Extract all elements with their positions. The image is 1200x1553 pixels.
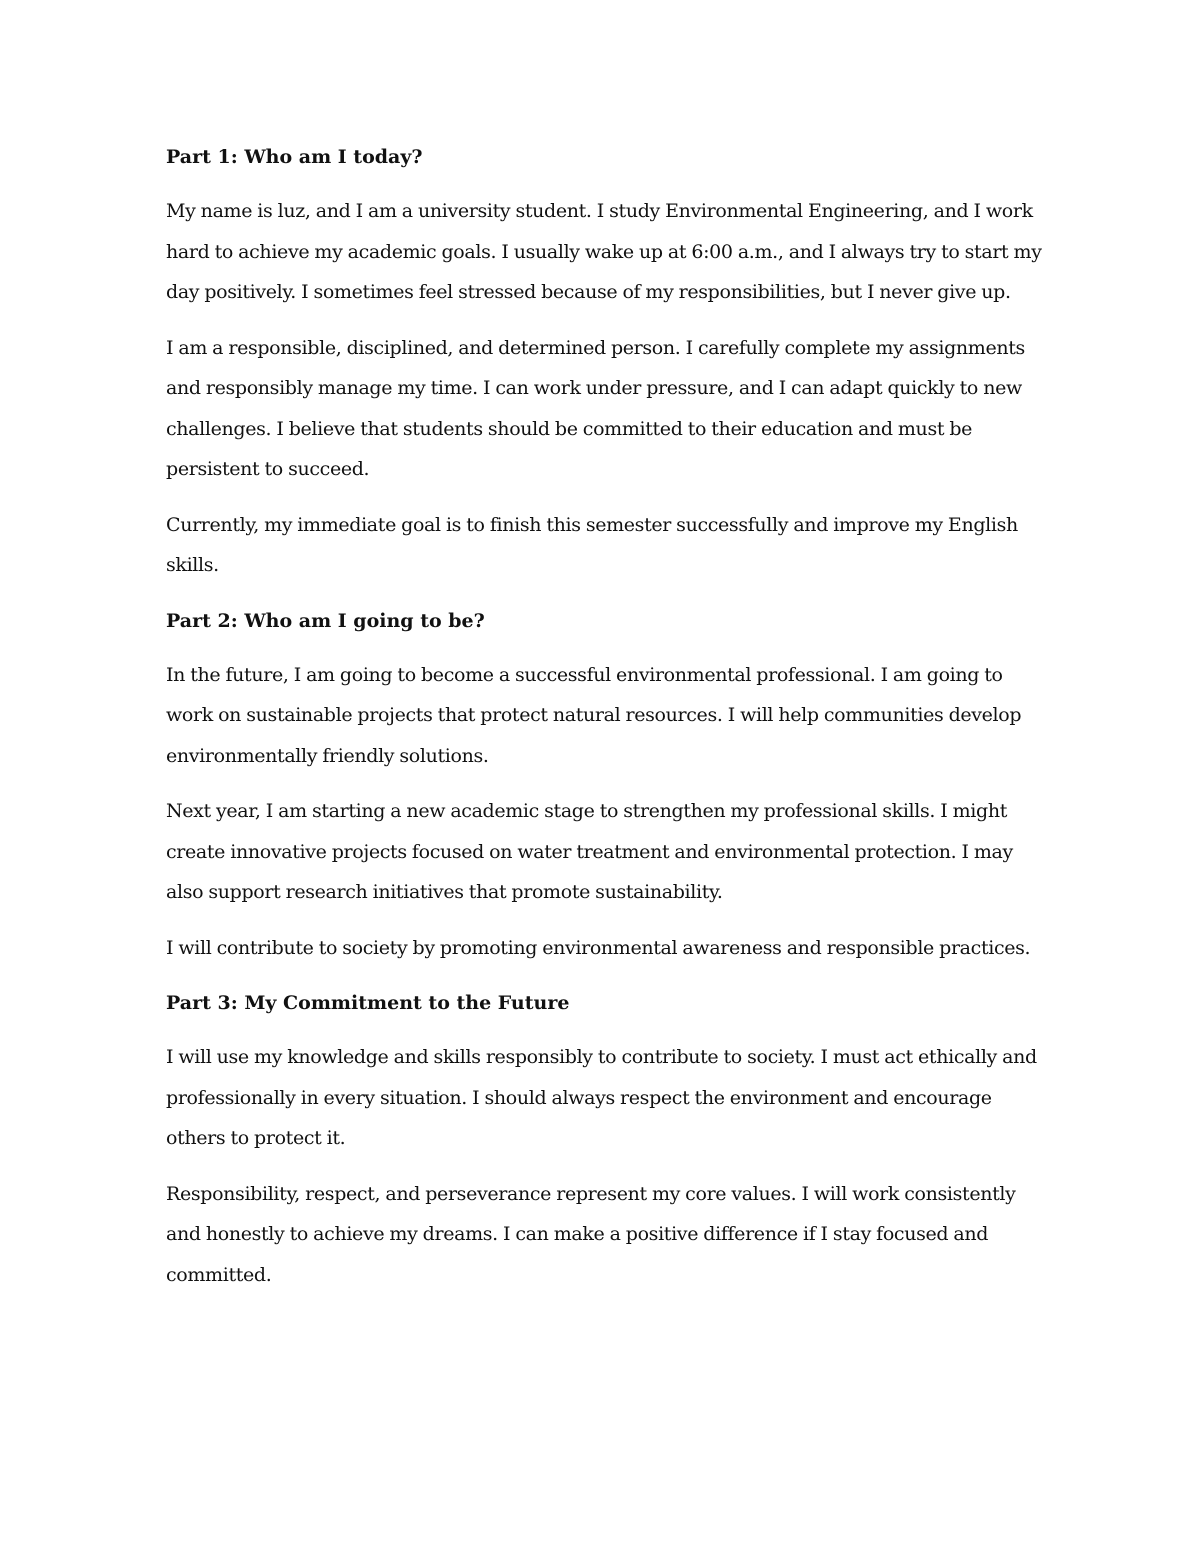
- paragraph: I will contribute to society by promoting environmental awareness and responsible practices.: [166, 936, 1031, 959]
- section-heading: Part 1: Who am I today?: [166, 146, 423, 168]
- paragraph: I will use my knowledge and skills responsibly to contribute to society. I must act ethically and professionally in every situation. I should always respect the environment and encourage others to protect it.: [166, 1046, 1037, 1149]
- section-heading: Part 3: My Commitment to the Future: [166, 992, 570, 1014]
- paragraph: In the future, I am going to become a successful environmental professional. I am going to work on sustainable projects that protect natural resources. I will help communities develop environmentally friendly solutions.: [166, 663, 1022, 767]
- paragraph: Responsibility, respect, and perseverance represent my core values. I will work consistently and honestly to achieve my dreams. I can make a positive difference if I stay focused and committed.: [166, 1182, 1016, 1286]
- paragraph: Next year, I am starting a new academic stage to strengthen my professional skills. I might create innovative projects focused on water treatment and environmental protection. I may also support research initiatives that promote sustainability.: [166, 800, 1013, 903]
- paragraph: I am a responsible, disciplined, and determined person. I carefully complete my assignments and responsibly manage my time. I can work under pressure, and I can adapt quickly to new challenges. I believe that students should be committed to their education and must be persistent to succeed.: [166, 336, 1025, 480]
- section-part-2: [166, 601, 1046, 969]
- section-part-3: [166, 983, 1046, 1295]
- section-part-1: [166, 137, 1046, 586]
- paragraph: My name is luz, and I am a university student. I study Environmental Engineering, and I work hard to achieve my academic goals. I usually wake up at 6:00 a.m., and I always try to start my day positively. I sometimes feel stressed because of my responsibilities, but I never give up.: [166, 200, 1042, 303]
- document-page: [166, 130, 1046, 1310]
- section-heading: Part 2: Who am I going to be?: [166, 609, 485, 632]
- paragraph: Currently, my immediate goal is to finish this semester successfully and improve my English skills.: [166, 513, 1018, 576]
